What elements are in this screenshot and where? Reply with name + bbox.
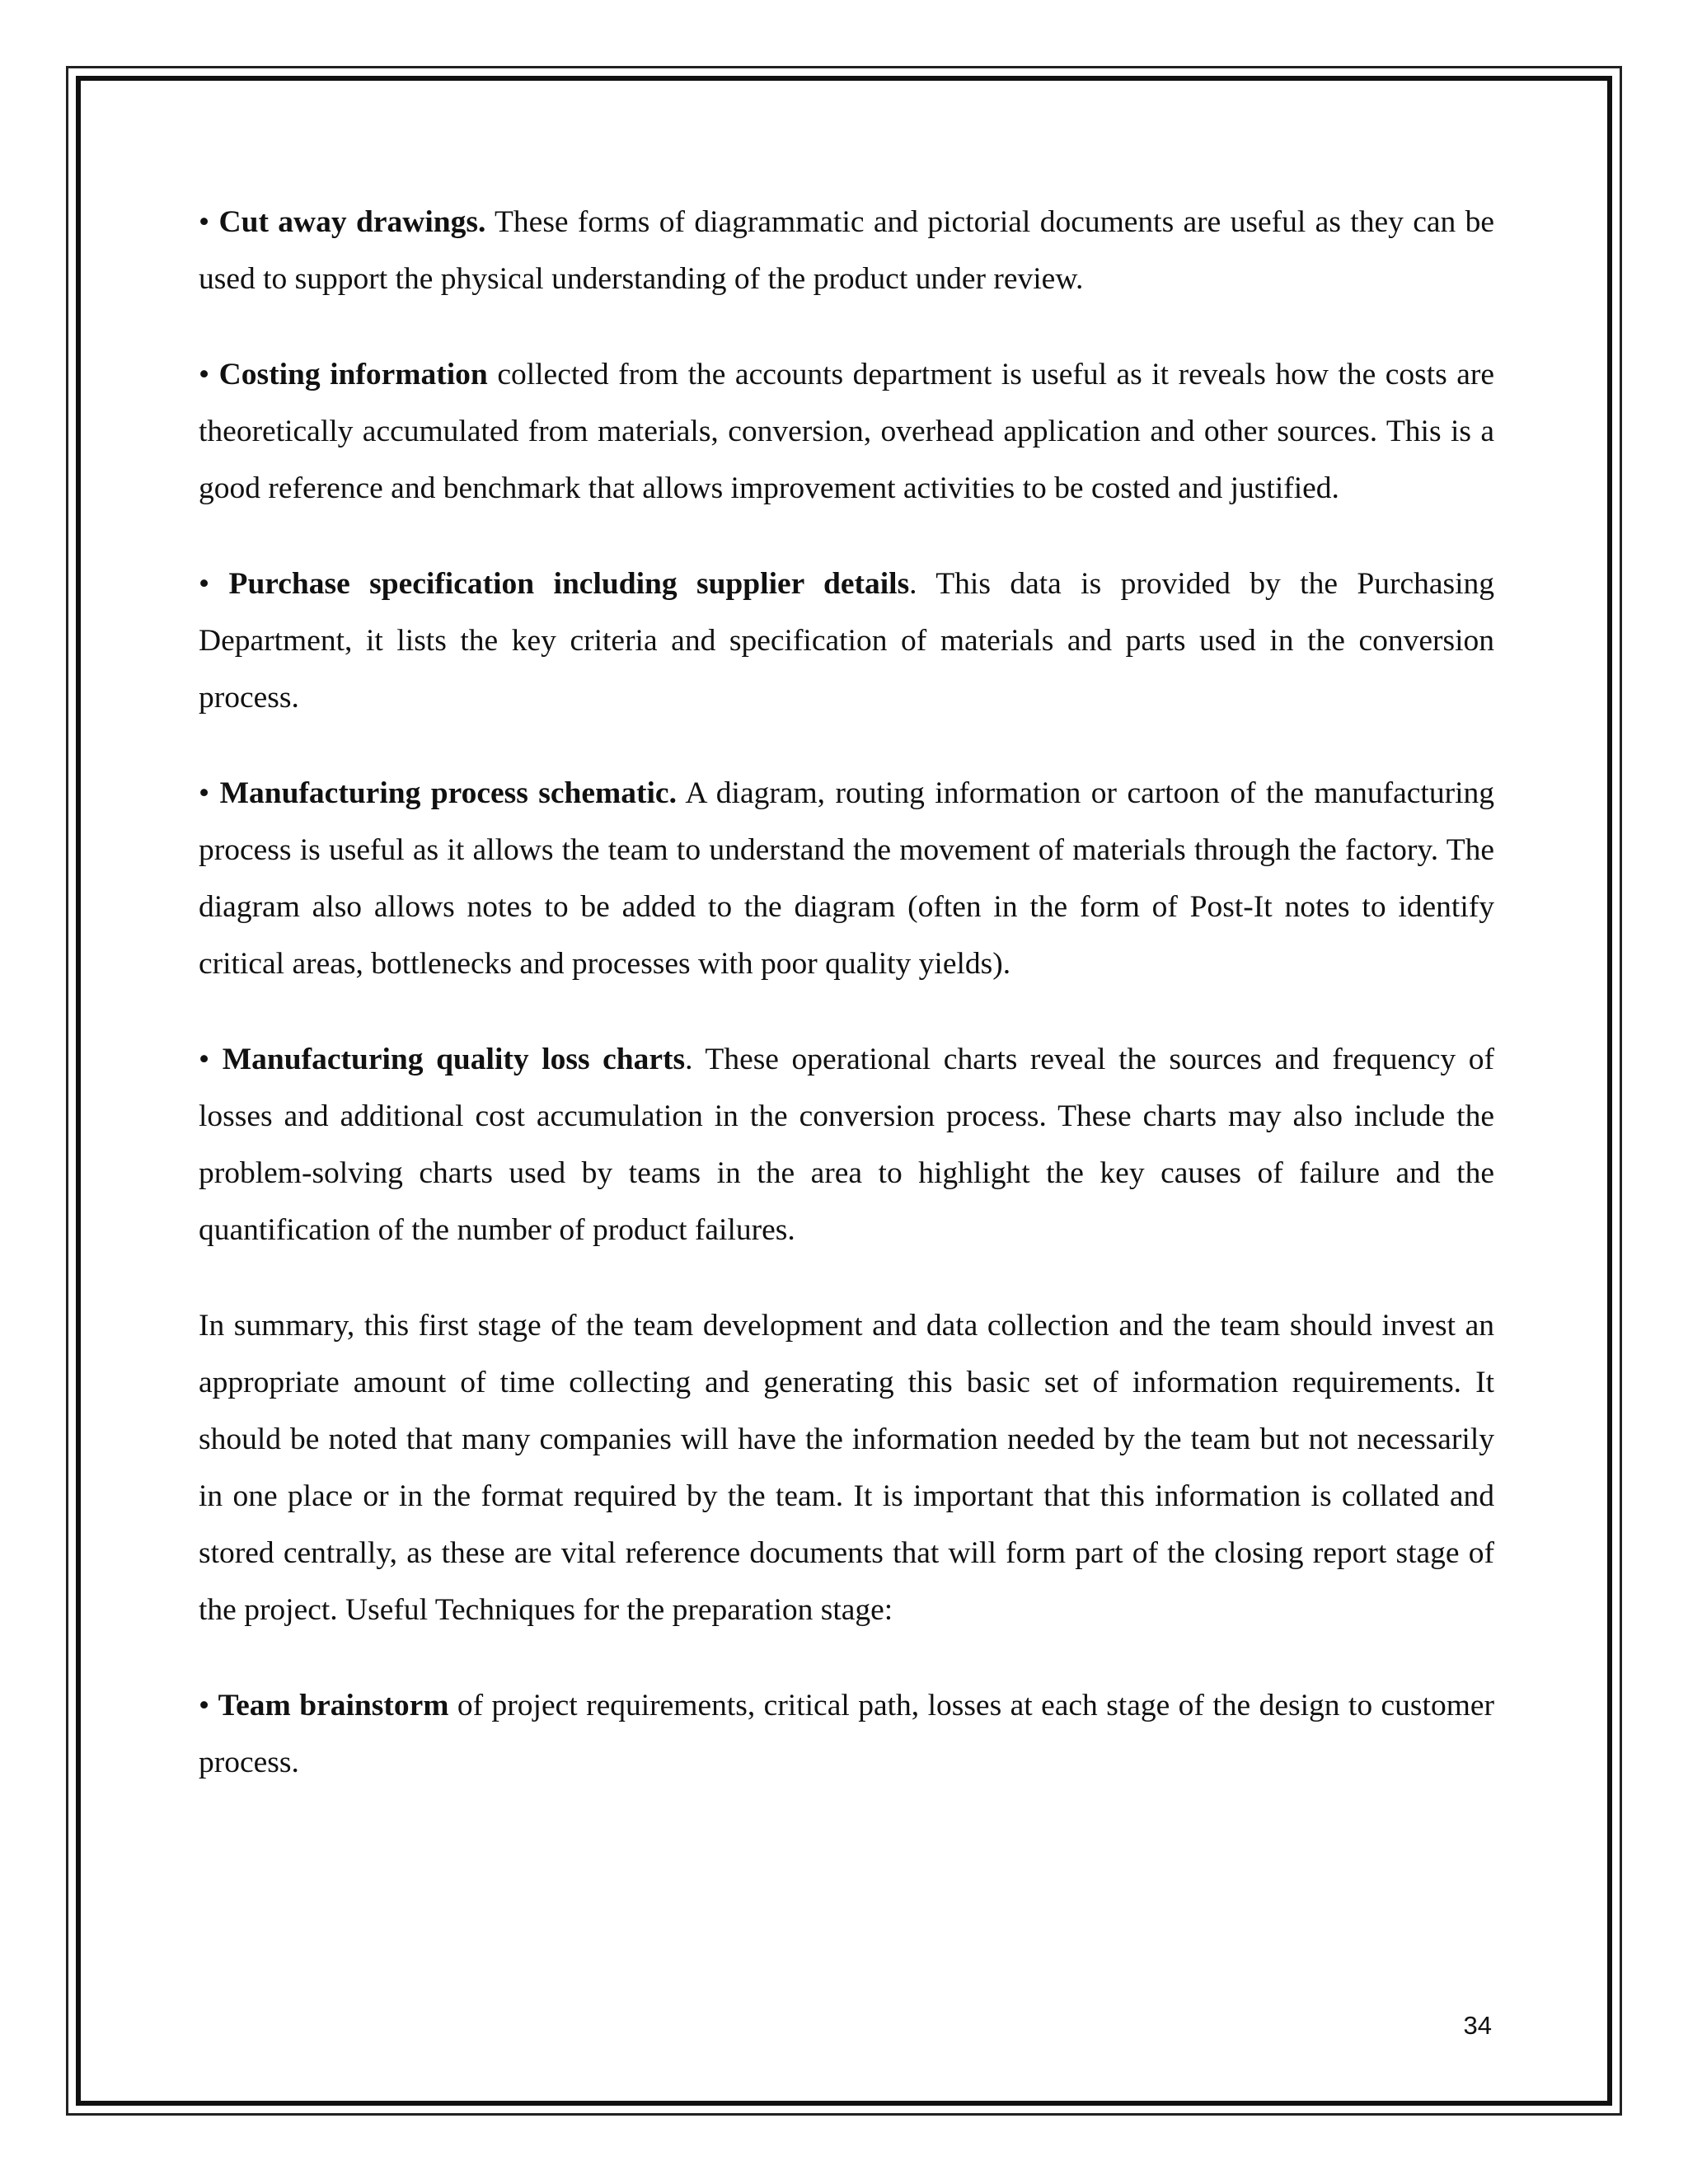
term-purchase-specification: Purchase specification including supplier details xyxy=(228,567,910,601)
term-team-brainstorm: Team brainstorm xyxy=(218,1689,449,1722)
paragraph-costing-information xyxy=(199,346,1494,517)
paragraph-manufacturing-process-schematic xyxy=(199,765,1494,992)
paragraph-text: . This data is provided by the Purchasing Department, it lists the key criteria and specification of materials and parts used in the conversion process. xyxy=(199,567,1495,715)
page-body xyxy=(199,194,1494,1830)
term-costing-information: Costing information xyxy=(218,358,488,391)
bullet: • xyxy=(199,567,210,601)
paragraph-summary xyxy=(199,1297,1494,1638)
paragraph-cut-away-drawings xyxy=(199,194,1494,307)
term-manufacturing-process-schematic: Manufacturing process schematic. xyxy=(219,776,677,810)
paragraph-quality-loss-charts xyxy=(199,1031,1494,1258)
term-quality-loss-charts: Manufacturing quality loss charts xyxy=(222,1043,686,1076)
paragraph-purchase-specification xyxy=(199,555,1494,726)
paragraph-text: . These operational charts reveal the sources and frequency of losses and additional cost accumulation in the conversion process. These charts may also include the problem-solving charts used by teams in the area to highlight the key causes of failure and the quantification of the number of product failures. xyxy=(199,1043,1495,1247)
paragraph-team-brainstorm xyxy=(199,1677,1494,1791)
bullet: • xyxy=(199,358,210,391)
paragraph-text: In summary, this first stage of the team development and data collection and the team should invest an appropriate amount of time collecting and generating this basic set of information requirements. It should be noted that many companies will have the information needed by the team but not necessarily in one place or in the format required by the team. It is important that this information is collated and stored centrally, as these are vital reference documents that will form part of the closing report stage of the project. Useful Techniques for the preparation stage: xyxy=(199,1309,1494,1627)
term-cut-away-drawings: Cut away drawings. xyxy=(218,205,486,239)
bullet: • xyxy=(199,205,210,239)
bullet: • xyxy=(199,1689,210,1722)
paragraph-text: of project requirements, critical path, losses at each stage of the design to customer process. xyxy=(199,1689,1494,1779)
paragraph-text: A diagram, routing information or cartoon of the manufacturing process is useful as it allows the team to understand the movement of materials through the factory. The diagram also allows notes to be added to the diagram (often in the form of Post-It notes to identify critical areas, bottlenecks and processes with poor quality yields). xyxy=(199,776,1494,981)
paragraph-text: These forms of diagrammatic and pictorial documents are useful as they can be used to support the physical understanding of the product under review. xyxy=(199,205,1494,296)
bullet: • xyxy=(199,1043,210,1076)
page-number: 34 xyxy=(1463,2011,1492,2040)
paragraph-text: collected from the accounts department is useful as it reveals how the costs are theoretically accumulated from materials, conversion, overhead application and other sources. This is a good reference and benchmark that allows improvement activities to be costed and justified. xyxy=(199,358,1495,505)
bullet: • xyxy=(199,776,210,810)
